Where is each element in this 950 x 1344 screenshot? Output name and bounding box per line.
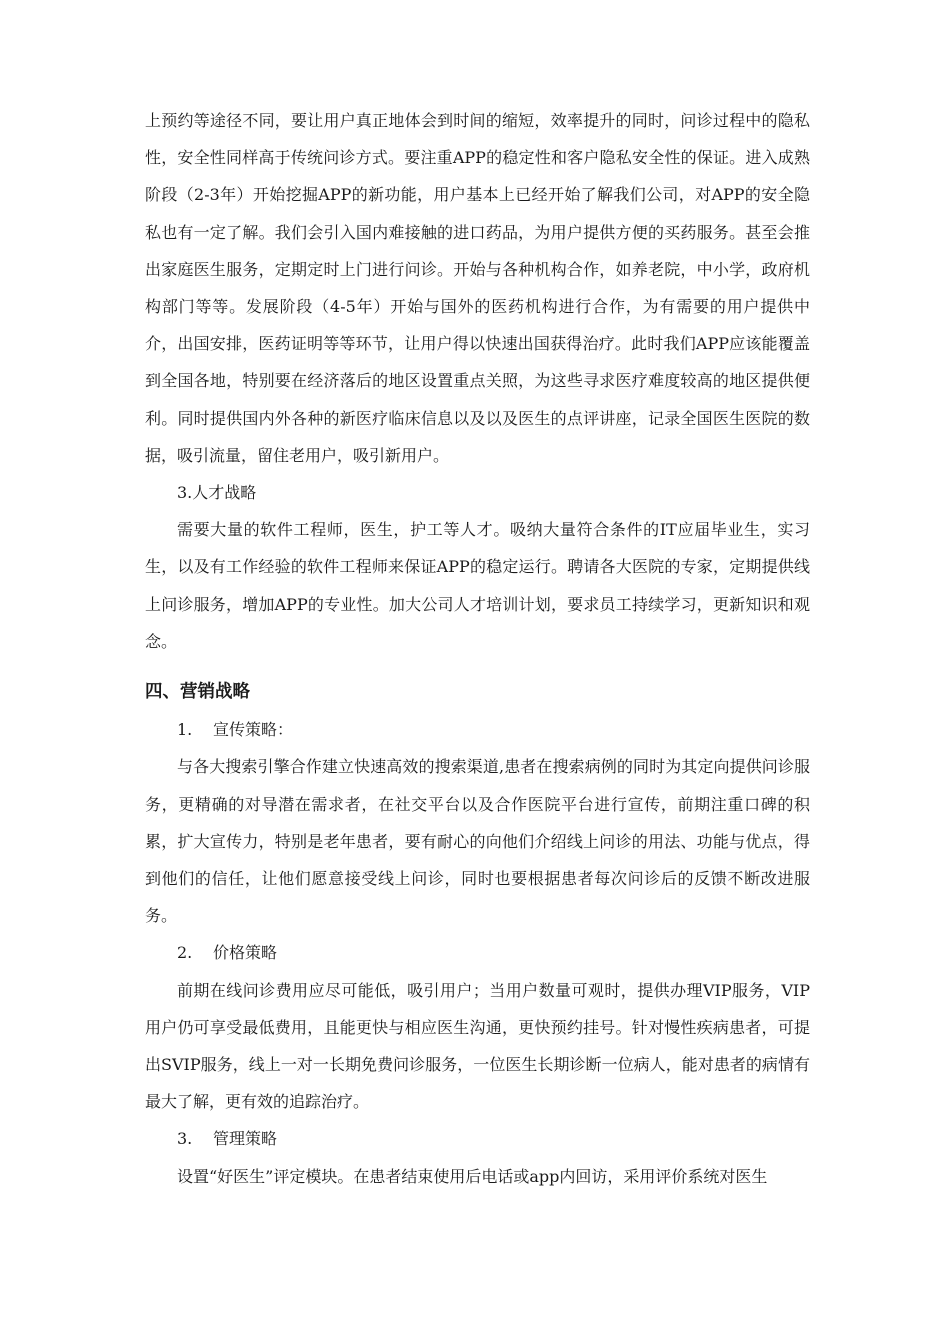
paragraph-promotion-strategy: 与各大搜索引擎合作建立快速高效的搜索渠道,患者在搜索病例的同时为其定向提供问诊服务，更精确的对导潜在需求者，在社交平台以及合作医院平台进行宣传，前期注重口碑的积累，扩大宣传力，特别是老年患者，要有耐心的向他们介绍线上问诊的用法、功能与优点，得到他们的信任，让他们愿意接受线上问诊，同时也要根据患者每次问诊后的反馈不断改进服务。	[145, 757, 810, 926]
document-body	[145, 102, 810, 1195]
section-title-marketing: 四、营销战略	[145, 682, 250, 703]
management-strategy-heading	[145, 1120, 810, 1157]
paragraph-management-strategy: 设置“好医生”评定模块。在患者结束使用后电话或app内回访，采用评价系统对医生	[177, 1166, 768, 1186]
price-strategy-heading	[145, 934, 810, 971]
list-number: 1.	[177, 720, 193, 740]
promotion-strategy-heading	[145, 711, 810, 748]
heading-text: 管理策略	[213, 1129, 278, 1149]
list-number: 2.	[177, 943, 193, 963]
paragraph-app-development: 上预约等途径不同，要让用户真正地体会到时间的缩短，效率提升的同时，问诊过程中的隐私性，安全性同样高于传统问诊方式。要注重APP的稳定性和客户隐私安全性的保证。进入成熟阶段（2-3年）开始挖掘APP的新功能，用户基本上已经开始了解我们公司，对APP的安全隐私也有一定了解。我们会引入国内难接触的进口药品，为用户提供方便的买药服务。甚至会推出家庭医生服务，定期定时上门进行问诊。开始与各种机构合作，如养老院，中小学，政府机构部门等等。发展阶段（4-5年）开始与国外的医药机构进行合作，为有需要的用户提供中介，出国安排，医药证明等等环节，让用户得以快速出国获得治疗。此时我们APP应该能覆盖到全国各地，特别要在经济落后的地区设置重点关照，为这些寻求医疗难度较高的地区提供便利。同时提供国内外各种的新医疗临床信息以及以及医生的点评讲座，记录全国医生医院的数据，吸引流量，留住老用户，吸引新用户。	[145, 111, 810, 465]
paragraph-price-strategy: 前期在线问诊费用应尽可能低，吸引用户；当用户数量可观时，提供办理VIP服务，VIP用户仍可享受最低费用，且能更快与相应医生沟通，更快预约挂号。针对慢性疾病患者，可提出SVIP服务，线上一对一长期免费问诊服务，一位医生长期诊断一位病人，能对患者的病情有最大了解，更有效的追踪治疗。	[145, 980, 810, 1112]
paragraph-talent-strategy: 需要大量的软件工程师，医生，护工等人才。吸纳大量符合条件的IT应届毕业生，实习生，以及有工作经验的软件工程师来保证APP的稳定运行。聘请各大医院的专家，定期提供线上问诊服务，增加APP的专业性。加大公司人才培训计划，要求员工持续学习，更新知识和观念。	[145, 520, 810, 651]
talent-strategy-heading: 3.人才战略	[177, 483, 257, 503]
heading-text: 宣传策略：	[213, 720, 294, 740]
list-number: 3.	[177, 1129, 193, 1149]
heading-text: 价格策略	[213, 943, 278, 963]
